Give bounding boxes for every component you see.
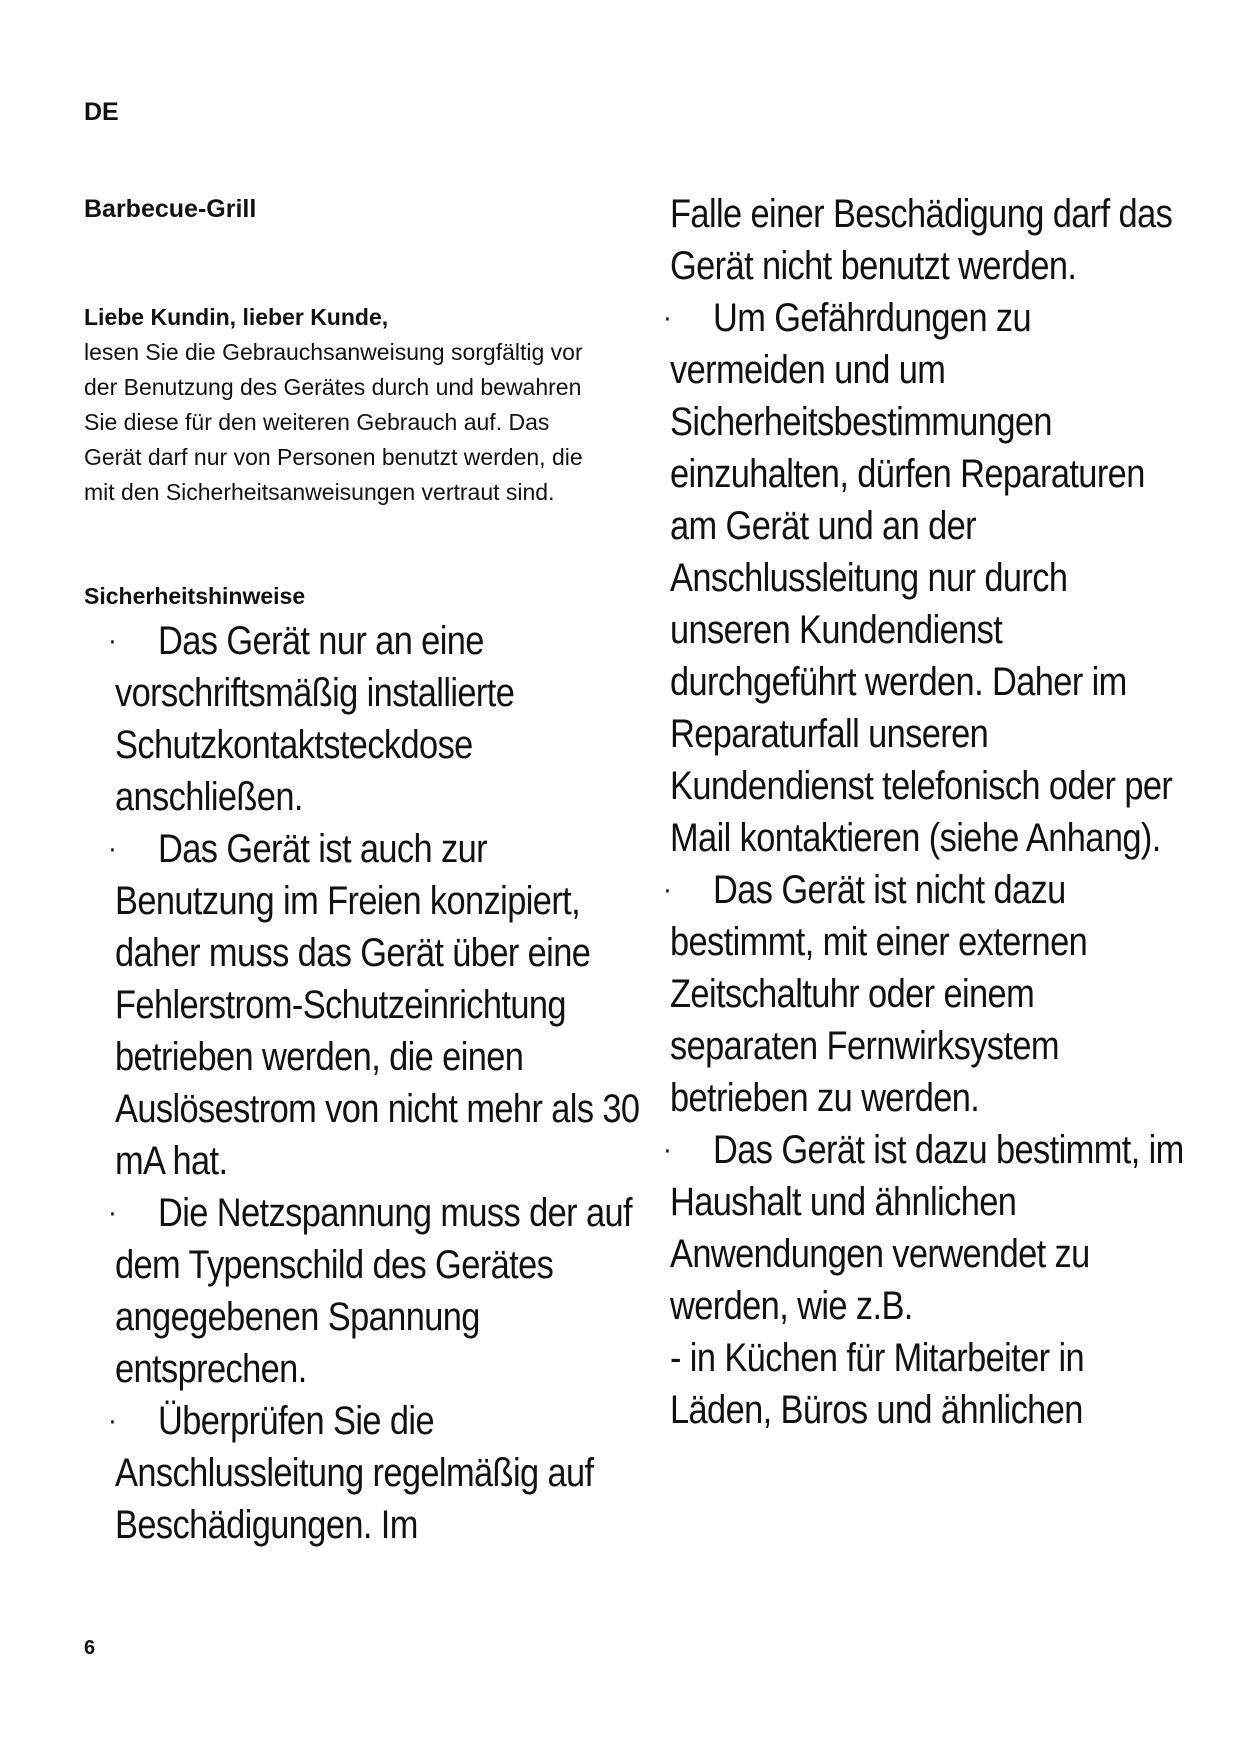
safety-item-text: der auf dem Typenschild des Gerätes angegebenen Spannung entsprechen. — [115, 1191, 632, 1391]
document-title: Barbecue-Grill — [84, 195, 257, 223]
safety-item — [663, 1124, 1186, 1332]
safety-item-first-line: Das Gerät ist auch zur — [158, 827, 487, 871]
bullet-icon: · — [108, 624, 117, 657]
safety-item — [663, 292, 1186, 864]
safety-item-first-line: Das Gerät ist dazu bestimmt, — [713, 1128, 1140, 1172]
safety-item-text: Anschlussleitung regelmäßig auf Beschädigungen. Im — [115, 1451, 594, 1547]
safety-item-first-line: Überprüfen Sie die — [158, 1399, 435, 1443]
safety-item — [108, 615, 648, 823]
safety-list-right — [663, 188, 1186, 1436]
language-code: DE — [84, 98, 119, 126]
safety-item-continuation: Falle einer Beschädigung darf das Gerät nicht benutzt werden. — [670, 192, 1173, 288]
safety-item-text: vermeiden und um Sicherheitsbestimmungen einzuhalten, dürfen Reparaturen am Gerät und an der Anschlussleitung nur durch unseren Kundendienst durchgeführt werden. Daher im Reparaturfall unseren Kundendienst telefonisch oder per Mail kontaktieren (siehe Anhang). — [670, 348, 1173, 860]
safety-item — [663, 864, 1186, 1124]
safety-item — [108, 823, 648, 1187]
safety-item-first-line: Das Gerät ist nicht dazu — [713, 868, 1066, 912]
safety-heading: Sicherheitshinweise — [84, 583, 306, 609]
bullet-icon: · — [108, 1404, 117, 1437]
safety-item-first-line: Um Gefährdungen zu — [713, 296, 1032, 340]
safety-item-text: bestimmt, mit einer externen Zeitschaltuhr oder einem separaten Fernwirksystem betrieben zu werden. — [670, 920, 1088, 1120]
safety-item-first-line: Das Gerät nur an eine — [158, 619, 484, 663]
safety-item-first-line: Die Netzspannung muss — [158, 1191, 521, 1235]
bullet-icon: · — [108, 1196, 117, 1229]
safety-item — [108, 1187, 648, 1395]
safety-list-left — [108, 615, 648, 1551]
safety-item — [108, 1395, 648, 1551]
safety-item-text: vorschriftsmäßig installierte Schutzkontaktsteckdose anschließen. — [115, 671, 515, 819]
bullet-icon: · — [663, 301, 672, 334]
bullet-icon: · — [663, 1133, 672, 1166]
page-number: 6 — [84, 1637, 96, 1659]
intro-text: lesen Sie die Gebrauchsanweisung sorgfältig vor der Benutzung des Gerätes durch und bewahren Sie diese für den weiteren Gebrauch auf. Das Gerät darf nur von Personen benutzt werden, die mit den Sicherheitsanweisungen vertraut sind. — [84, 339, 583, 505]
safety-item-text: Benutzung im Freien konzipiert, daher muss das Gerät über eine Fehlerstrom-Schutzeinrichtung betrieben werden, die einen Auslösestrom von nicht mehr als 30 mA hat. — [115, 879, 640, 1183]
safety-sub-item: - in Küchen für Mitarbeiter in Läden, Büros und ähnlichen — [670, 1336, 1085, 1432]
safety-item-text: im Haushalt und ähnlichen Anwendungen verwendet zu werden, wie z.B. — [670, 1128, 1184, 1328]
bullet-icon: · — [663, 873, 672, 906]
intro-block — [84, 300, 604, 510]
salutation: Liebe Kundin, lieber Kunde, — [84, 304, 389, 330]
bullet-icon: · — [108, 832, 117, 865]
